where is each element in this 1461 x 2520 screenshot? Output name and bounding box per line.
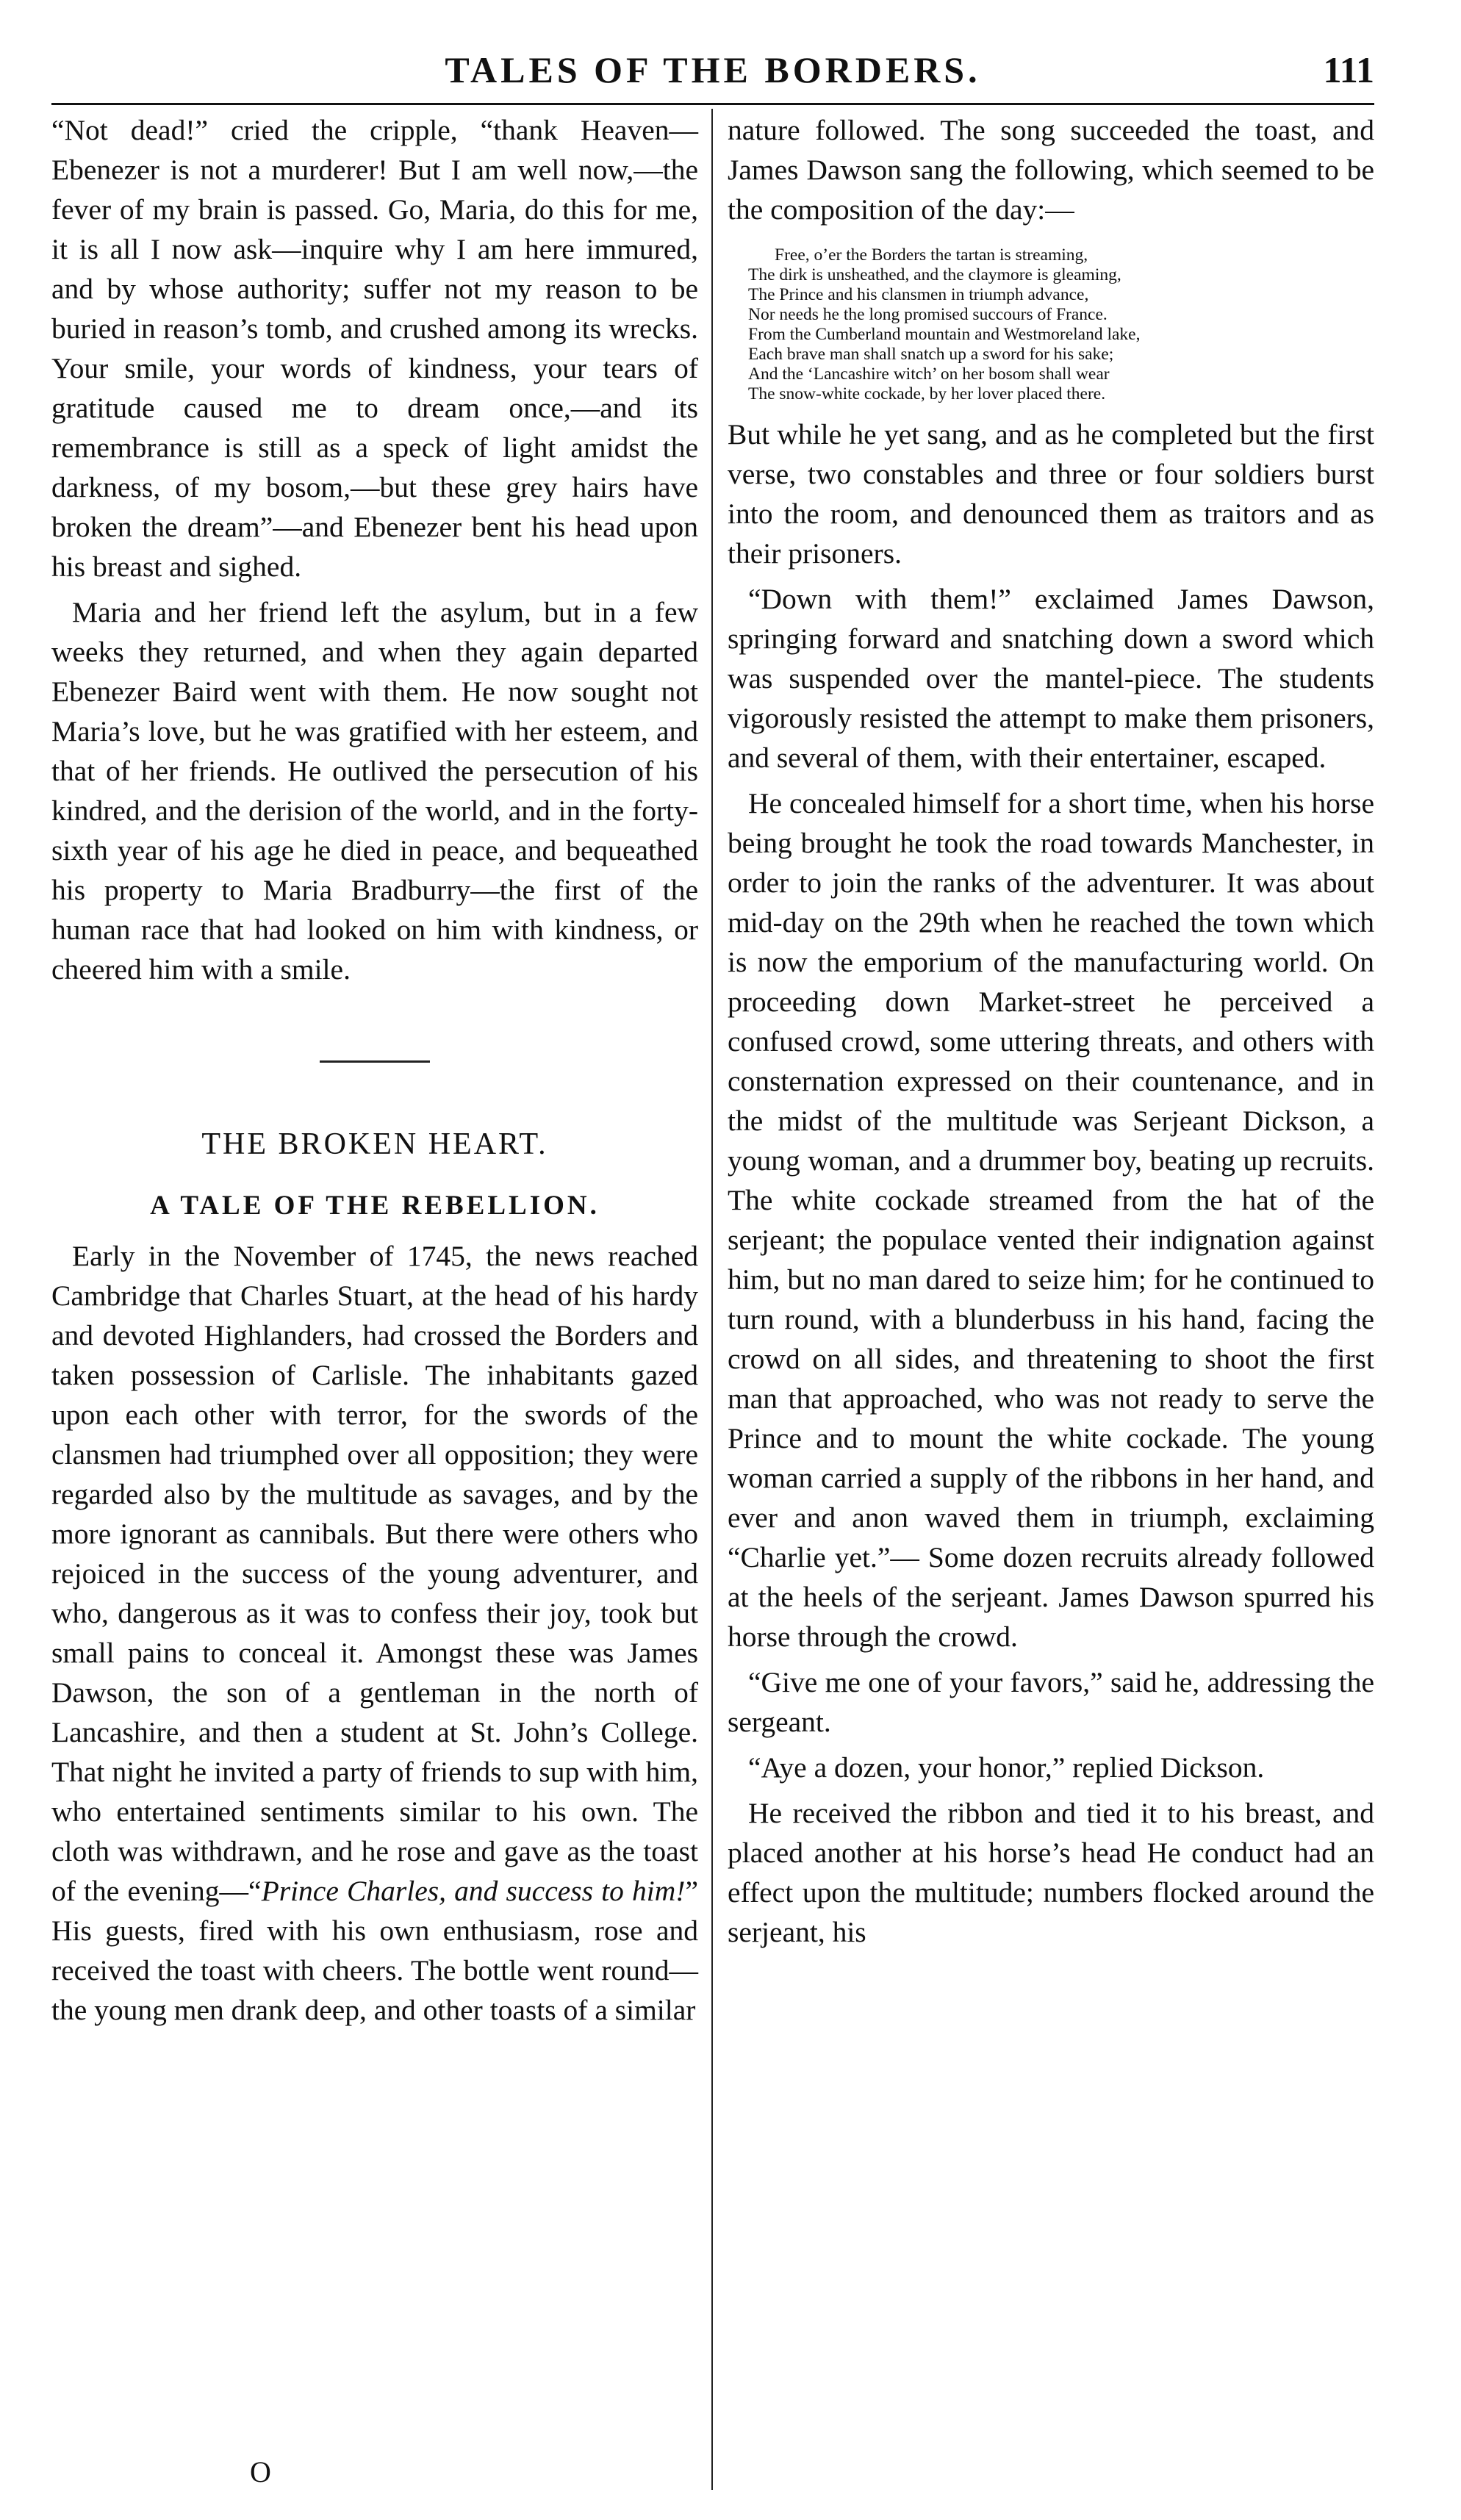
right-column bbox=[728, 110, 1374, 1958]
paragraph: “Aye a dozen, your honor,” replied Dickson. bbox=[748, 1751, 1265, 1784]
song-line: From the Cumberland mountain and Westmoreland lake, bbox=[748, 325, 1141, 344]
paragraph: “Give me one of your favors,” said he, addressing the sergeant. bbox=[728, 1666, 1374, 1738]
paragraph-text: Early in the November of 1745, the news reached Cambridge that Charles Stuart, at the head of his hardy and devoted Highlanders, had crossed the Borders and taken possession of Carlisle. The inhabitants gazed upon each other with terror, for the swords of the clansmen had triumphed over all opposition; they were regarded also by the multitude as savages, and by the more ignorant as cannibals. But there were others who rejoiced in the success of the young adventurer, and who, dangerous as it was to confess their joy, took but small pains to conceal it. Amongst these was James Dawson, the son of a gentleman in the north of Lancashire, and then a student at St. John’s College. That night he invited a party of friends to sup with him, who entertained sentiments similar to his own. The cloth was withdrawn, and he rose and gave as the toast of the evening—“ bbox=[51, 1240, 698, 1907]
paragraph: Maria and her friend left the asylum, but in a few weeks they returned, and when they again departed Ebenezer Baird went with them. He now sought not Maria’s love, but he was gratified with her esteem, and that of her friends. He outlived the persecution of his kindred, and the derision of the world, and in the forty-sixth year of his age he died in peace, and bequeathed his property to Maria Bradburry—the first of the human race that had looked on him with kindness, or cheered him with a smile. bbox=[51, 596, 698, 986]
story-title: THE BROKEN HEART. bbox=[201, 1127, 548, 1161]
song-line: Nor needs he the long promised succours of France. bbox=[748, 305, 1108, 324]
page-header bbox=[51, 43, 1374, 109]
song-line: Free, o’er the Borders the tartan is streaming, bbox=[775, 245, 1088, 265]
paragraph: He received the ribbon and tied it to his breast, and placed another at his horse’s head He conduct had an effect upon the multitude; numbers flocked around the serjeant, his bbox=[728, 1797, 1374, 1948]
paragraph bbox=[51, 1236, 698, 2030]
song-line: Each brave man shall snatch up a sword for his sake; bbox=[748, 345, 1114, 364]
header-rule bbox=[51, 103, 1374, 105]
paragraph-text: ” His guests, fired with his own enthusiasm, rose and received the toast with cheers. The bottle went round—the young men drank deep, and other toasts of a similar bbox=[51, 1875, 699, 2026]
section-divider-ornament bbox=[51, 1033, 698, 1073]
story-subtitle: A TALE OF THE REBELLION. bbox=[150, 1191, 600, 1221]
song-line: The snow-white cockade, by her lover placed there. bbox=[748, 384, 1106, 403]
signature-mark: O bbox=[250, 2455, 271, 2488]
paragraph: nature followed. The song succeeded the toast, and James Dawson sang the following, which seemed to be the composition of the day:— bbox=[728, 114, 1374, 226]
toast-text: Prince Charles, and success to him! bbox=[261, 1875, 686, 1907]
page-number: 111 bbox=[1323, 49, 1374, 90]
paragraph: “Down with them!” exclaimed James Dawson, springing forward and snatching down a sword which was suspended over the mantel-piece. The students vigorously resisted the attempt to make them prisoners, and several of them, with their entertainer, escaped. bbox=[728, 583, 1374, 774]
paragraph: “Not dead!” cried the cripple, “thank Heaven—Ebenezer is not a murderer! But I am well now,—the fever of my brain is passed. Go, Maria, do this for me, it is all I now ask—inquire why I am here immured, and by whose authority; suffer not my reason to be buried in reason’s tomb, and crushed among its wrecks. Your smile, your words of kindness, your tears of gratitude caused me to dream once,—and its remembrance is still as a speck of light amidst the darkness, of my bosom,—but these grey hairs have broken the dream”—and Ebenezer bent his head upon his breast and sighed. bbox=[51, 114, 698, 583]
paragraph: He concealed himself for a short time, when his horse being brought he took the road towards Manchester, in order to join the ranks of the adventurer. It was about mid-day on the 29th when he reached the town which is now the emporium of the manufacturing world. On proceeding down Market-street he perceived a confused crowd, some uttering threats, and others with consternation expressed on their countenance, and in the midst of the multitude was Serjeant Dickson, a young woman, and a drummer boy, beating up recruits. The white cockade streamed from the hat of the serjeant; the populace vented their indignation against him, but no man dared to seize him; for he continued to turn round, with a blunderbuss in his hand, facing the crowd on all sides, and threatening to shoot the first man that approached, who was not ready to serve the Prince and to mount the white cockade. The young woman carried a supply of the ribbons in her hand, and ever and anon waved them in triumph, exclaiming “Charlie yet.”— Some dozen recruits already followed at the heels of the serjeant. James Dawson spurred his horse through the crowd. bbox=[728, 787, 1374, 1653]
running-title: TALES OF THE BORDERS. bbox=[445, 49, 981, 90]
song-line: The Prince and his clansmen in triumph advance, bbox=[748, 285, 1089, 304]
column-divider bbox=[711, 109, 713, 2490]
left-column bbox=[51, 110, 698, 2036]
song-line: The dirk is unsheathed, and the claymore is gleaming, bbox=[748, 265, 1121, 284]
song-line: And the ‘Lancashire witch’ on her bosom shall wear bbox=[748, 365, 1110, 384]
song-verse bbox=[748, 245, 1368, 404]
paragraph: But while he yet sang, and as he completed but the first verse, two constables and three or four soldiers burst into the room, and denounced them as traitors and as their prisoners. bbox=[728, 418, 1374, 570]
